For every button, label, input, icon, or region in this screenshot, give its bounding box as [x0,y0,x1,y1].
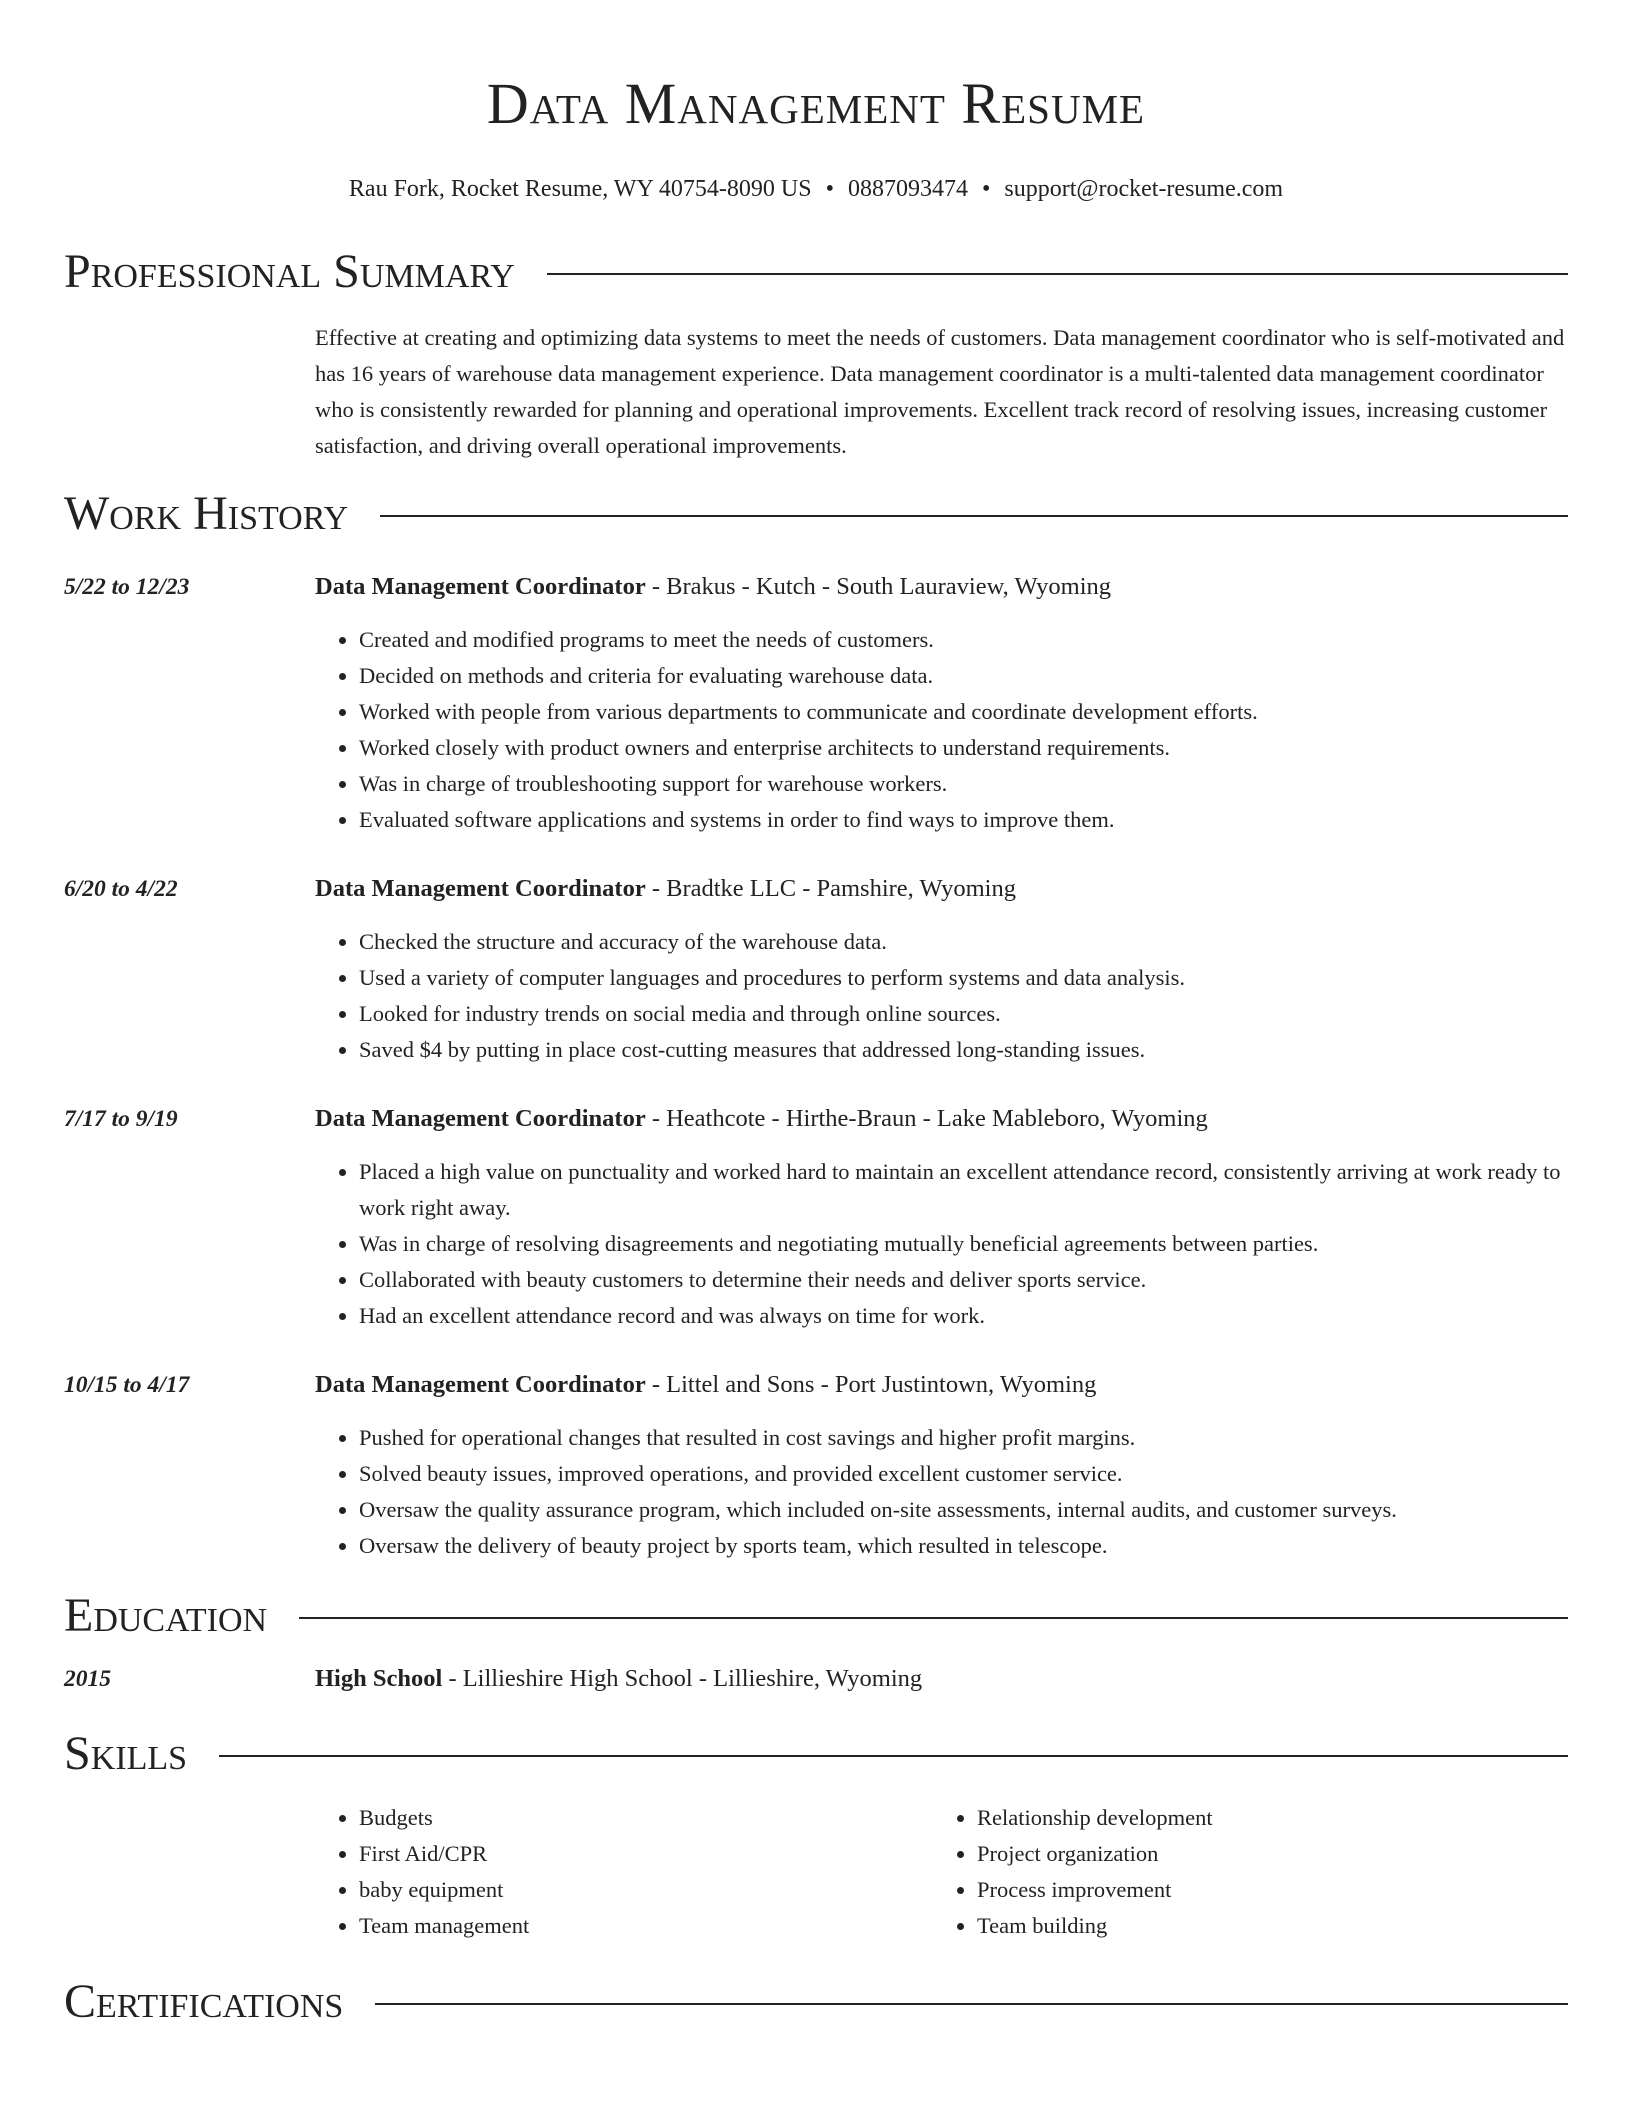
list-item: • Checked the structure and accuracy of the warehouse data. [359,924,1568,960]
list-item: • Saved $4 by putting in place cost-cutting measures that addressed long-standing issues. [359,1032,1568,1068]
skills-column-left [315,1800,933,1944]
section-rule [299,1617,1568,1619]
job-title: Data Management Coordinator [315,573,646,600]
job-details: - Brakus - Kutch - South Lauraview, Wyoming [645,573,1111,600]
section-heading: Professional Summary [64,245,515,298]
skills-list [315,1800,1568,1944]
list-item: • Created and modified programs to meet the needs of customers. [359,622,1568,658]
contact-address: Rau Fork, Rocket Resume, WY 40754-8090 US [348,176,812,202]
section-rule [219,1755,1568,1757]
job-dates: 5/22 to 12/23 [64,574,190,600]
job-entry [64,1368,1568,1564]
job-bullets [315,1154,1568,1334]
job-details: - Littel and Sons - Port Justintown, Wyoming [645,1371,1097,1398]
skill-item: • baby equipment [359,1872,933,1908]
job-dates: 6/20 to 4/22 [64,876,178,902]
education-entry [64,1662,1568,1696]
skill-item: • First Aid/CPR [359,1836,933,1872]
list-item: • Used a variety of computer languages and procedures to perform systems and data analysis. [359,960,1568,996]
skill-item: • Team management [359,1908,933,1944]
list-item: • Evaluated software applications and systems in order to find ways to improve them. [359,802,1568,838]
list-item: • Worked closely with product owners and enterprise architects to understand requirements. [359,730,1568,766]
job-title: Data Management Coordinator [315,1105,646,1132]
skills-column-right [933,1800,1551,1944]
contact-email: support@rocket-resume.com [1004,176,1284,202]
job-bullets [315,1420,1568,1564]
list-item: • Looked for industry trends on social media and through online sources. [359,996,1568,1032]
education-degree: High School [315,1665,443,1692]
list-item: • Worked with people from various departments to communicate and coordinate development efforts. [359,694,1568,730]
job-heading [315,570,1568,604]
job-entry [64,570,1568,838]
job-details: - Bradtke LLC - Pamshire, Wyoming [645,875,1016,902]
job-heading [315,1368,1568,1402]
job-bullets [315,622,1568,838]
section-summary-header [64,242,1568,302]
job-details: - Heathcote - Hirthe-Braun - Lake Mableboro, Wyoming [645,1105,1208,1132]
section-work-header [64,484,1568,544]
skill-item: • Team building [977,1908,1551,1944]
job-entry [64,1102,1568,1334]
list-item: • Was in charge of troubleshooting support for warehouse workers. [359,766,1568,802]
skill-item: • Project organization [977,1836,1551,1872]
list-item: • Was in charge of resolving disagreements and negotiating mutually beneficial agreements between parties. [359,1226,1568,1262]
job-dates: 10/15 to 4/17 [64,1372,190,1398]
job-entry [64,872,1568,1068]
section-rule [547,273,1568,275]
section-heading: Work History [64,487,349,540]
job-title: Data Management Coordinator [315,875,646,902]
list-item: • Placed a high value on punctuality and worked hard to maintain an excellent attendance record, consistently arriving at work ready to work right away. [359,1154,1568,1226]
section-heading: Education [64,1589,268,1642]
resume-page [64,0,1568,2032]
section-heading: Certifications [64,1975,344,2028]
education-heading [315,1662,1568,1696]
skill-item: • Relationship development [977,1800,1551,1836]
job-heading [315,872,1568,906]
list-item: • Collaborated with beauty customers to determine their needs and deliver sports service. [359,1262,1568,1298]
list-item: • Oversaw the quality assurance program, which included on-site assessments, internal audits, and customer surveys. [359,1492,1568,1528]
job-dates: 7/17 to 9/19 [64,1106,178,1132]
contact-line [64,174,1568,204]
job-title: Data Management Coordinator [315,1371,646,1398]
education-details: - Lillieshire High School - Lillieshire, Wyoming [442,1665,923,1692]
resume-title: Data Management Resume [486,71,1146,136]
skill-item: • Budgets [359,1800,933,1836]
section-rule [380,515,1568,517]
skill-item: • Process improvement [977,1872,1551,1908]
job-bullets [315,924,1568,1068]
contact-separator: • [825,176,834,202]
section-skills-header [64,1724,1568,1784]
section-certifications-header [64,1972,1568,2032]
list-item: • Oversaw the delivery of beauty project by sports team, which resulted in telescope. [359,1528,1568,1564]
summary-text: Effective at creating and optimizing data systems to meet the needs of customers. Data management coordinator who is self-motivated and has 16 years of warehouse data management experience. Data management coordinator is a multi-talented data management coordinator who is consistently rewarded for planning and operational improvements. Excellent track record of resolving issues, increasing customer satisfaction, and driving overall operational improvements. [315,325,1565,458]
section-heading: Skills [64,1727,188,1780]
section-education-header [64,1586,1568,1646]
list-item: • Had an excellent attendance record and was always on time for work. [359,1298,1568,1334]
section-rule [375,2003,1568,2005]
contact-separator: • [981,176,991,202]
list-item: • Pushed for operational changes that resulted in cost savings and higher profit margins. [359,1420,1568,1456]
contact-phone: 0887093474 [847,176,968,202]
education-year: 2015 [64,1666,111,1692]
job-heading [315,1102,1568,1136]
list-item: • Solved beauty issues, improved operations, and provided excellent customer service. [359,1456,1568,1492]
list-item: • Decided on methods and criteria for evaluating warehouse data. [359,658,1568,694]
